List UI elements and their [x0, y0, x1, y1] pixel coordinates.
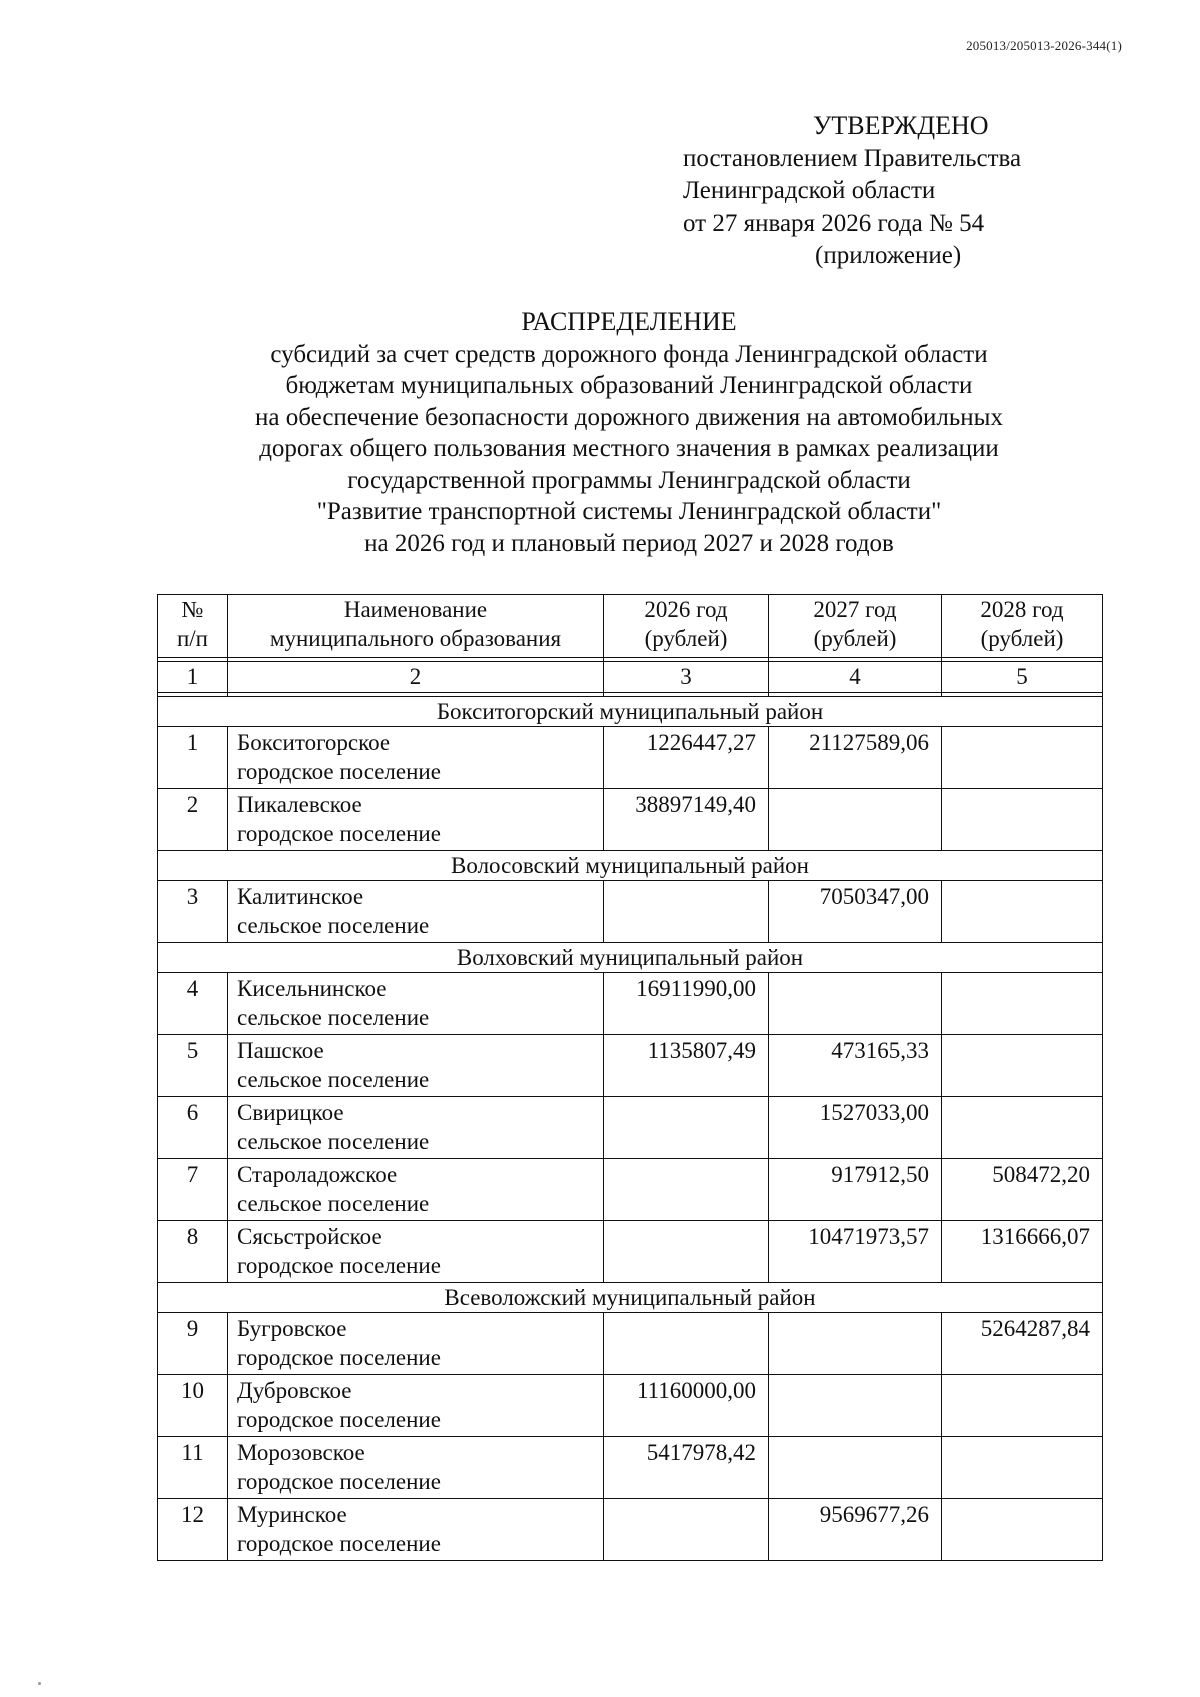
row-number: 9	[158, 1313, 228, 1375]
table-row	[158, 973, 1103, 1035]
municipality-name: Бокситогорское	[237, 730, 391, 755]
page-title: РАСПРЕДЕЛЕНИЕ	[521, 307, 737, 336]
amount-2027: 9569677,26	[769, 1499, 942, 1561]
table-row	[158, 1375, 1103, 1437]
column-index-row	[158, 662, 1103, 693]
row-number: 6	[158, 1097, 228, 1159]
approval-appendix: (приложение)	[815, 242, 962, 269]
row-number: 4	[158, 973, 228, 1035]
district-name: Бокситогорский муниципальный район	[158, 697, 1103, 727]
amount-2028: 1316666,07	[942, 1221, 1103, 1283]
amount-2028	[942, 1375, 1103, 1437]
municipality-cell	[228, 1159, 604, 1221]
municipality-cell	[228, 1375, 604, 1437]
heading-line: на обеспечение безопасности дорожного движения на автомобильных	[255, 403, 1003, 431]
table-row	[158, 881, 1103, 943]
row-number: 3	[158, 881, 228, 943]
amount-2027	[769, 1437, 942, 1499]
municipality-name: Муринское	[237, 1502, 347, 1527]
table-row	[158, 1437, 1103, 1499]
district-row	[158, 851, 1103, 881]
amount-2027: 1527033,00	[769, 1097, 942, 1159]
municipality-name: Сясьстройское	[237, 1224, 382, 1249]
header-2028-line2: (рублей)	[980, 626, 1064, 651]
amount-2026	[604, 881, 769, 943]
amount-2027: 21127589,06	[769, 727, 942, 789]
municipality-cell	[228, 727, 604, 789]
municipality-cell	[228, 881, 604, 943]
table-row	[158, 1159, 1103, 1221]
row-number: 11	[158, 1437, 228, 1499]
amount-2026: 11160000,00	[604, 1375, 769, 1437]
municipality-cell	[228, 1437, 604, 1499]
approval-title: УТВЕРЖДЕНО	[813, 111, 989, 140]
amount-2026: 1135807,49	[604, 1035, 769, 1097]
amount-2027: 917912,50	[769, 1159, 942, 1221]
document-id: 205013/205013-2026-344(1)	[966, 38, 1122, 53]
amount-2028	[942, 789, 1103, 851]
approval-block	[683, 110, 1123, 273]
municipality-type: сельское поселение	[237, 1005, 430, 1030]
municipality-cell	[228, 1097, 604, 1159]
amount-2026	[604, 1313, 769, 1375]
row-number: 2	[158, 789, 228, 851]
amount-2028	[942, 727, 1103, 789]
amount-2026	[604, 1499, 769, 1561]
table-header-row	[158, 595, 1103, 658]
amount-2028	[942, 1437, 1103, 1499]
municipality-type: городское поселение	[237, 759, 441, 784]
municipality-name: Калитинское	[237, 884, 364, 909]
municipality-cell	[228, 973, 604, 1035]
heading-line: "Развитие транспортной системы Ленинградской области"	[316, 498, 942, 525]
table-row	[158, 1499, 1103, 1561]
header-2026-line2: (рублей)	[644, 626, 728, 651]
municipality-name: Свирицкое	[237, 1100, 344, 1125]
table-row	[158, 1221, 1103, 1283]
header-2026	[604, 595, 769, 658]
municipality-type: городское поселение	[237, 1469, 441, 1494]
table-row	[158, 789, 1103, 851]
amount-2028	[942, 973, 1103, 1035]
table-row	[158, 1035, 1103, 1097]
header-2027	[769, 595, 942, 658]
municipality-name: Пикалевское	[237, 792, 362, 817]
header-name-line1: Наименование	[343, 597, 488, 622]
municipality-name: Староладожское	[237, 1162, 398, 1187]
approval-line: от 27 января 2026 года № 54	[683, 209, 985, 237]
municipality-name: Дубровское	[237, 1378, 352, 1403]
municipality-cell	[228, 1221, 604, 1283]
municipality-type: сельское поселение	[237, 1067, 430, 1092]
amount-2027: 10471973,57	[769, 1221, 942, 1283]
municipality-type: городское поселение	[237, 1345, 441, 1370]
heading-line: бюджетам муниципальных образований Ленинградской области	[285, 372, 973, 399]
table-row	[158, 1313, 1103, 1375]
municipality-cell	[228, 789, 604, 851]
municipality-type: сельское поселение	[237, 1191, 430, 1216]
amount-2028	[942, 881, 1103, 943]
column-index: 4	[769, 662, 942, 693]
heading-line: субсидий за счет средств дорожного фонда Ленинградской области	[270, 340, 988, 368]
row-number: 7	[158, 1159, 228, 1221]
amount-2026: 1226447,27	[604, 727, 769, 789]
municipality-name: Пашское	[237, 1038, 324, 1063]
table-row	[158, 1097, 1103, 1159]
heading-line: государственной программы Ленинградской области	[347, 466, 911, 494]
amount-2026	[604, 1221, 769, 1283]
municipality-type: городское поселение	[237, 821, 441, 846]
row-number: 8	[158, 1221, 228, 1283]
municipality-cell	[228, 1499, 604, 1561]
municipality-name: Морозовское	[237, 1440, 365, 1465]
header-name	[228, 595, 604, 658]
amount-2027	[769, 973, 942, 1035]
approval-line: постановлением Правительства	[683, 144, 1022, 172]
municipality-type: сельское поселение	[237, 913, 430, 938]
amount-2027	[769, 1375, 942, 1437]
row-number: 1	[158, 727, 228, 789]
amount-2028	[942, 1097, 1103, 1159]
amount-2026	[604, 1159, 769, 1221]
municipality-type: сельское поселение	[237, 1129, 430, 1154]
amount-2027: 473165,33	[769, 1035, 942, 1097]
table-row	[158, 727, 1103, 789]
municipality-type: городское поселение	[237, 1531, 441, 1556]
municipality-name: Бугровское	[237, 1316, 347, 1341]
municipality-cell	[228, 1035, 604, 1097]
header-num-line1: №	[181, 597, 204, 622]
header-num-line2: п/п	[176, 626, 208, 651]
municipality-type: городское поселение	[237, 1253, 441, 1278]
amount-2028: 5264287,84	[942, 1313, 1103, 1375]
header-2028-line1: 2028 год	[980, 597, 1064, 622]
amount-2026: 5417978,42	[604, 1437, 769, 1499]
district-row	[158, 943, 1103, 973]
heading-line: дорогах общего пользования местного значения в рамках реализации	[259, 435, 999, 462]
header-2027-line2: (рублей)	[813, 626, 897, 651]
amount-2027	[769, 1313, 942, 1375]
municipality-cell	[228, 1313, 604, 1375]
column-index: 3	[604, 662, 769, 693]
amount-2027	[769, 789, 942, 851]
amount-2028	[942, 1499, 1103, 1561]
municipality-type: городское поселение	[237, 1407, 441, 1432]
district-name: Волховский муниципальный район	[158, 943, 1103, 973]
amount-2026: 16911990,00	[604, 973, 769, 1035]
approval-line: Ленинградской области	[683, 177, 936, 204]
column-index: 2	[228, 662, 604, 693]
amount-2026	[604, 1097, 769, 1159]
scan-speck	[38, 1682, 41, 1685]
municipality-name: Кисельнинское	[237, 976, 387, 1001]
amount-2027: 7050347,00	[769, 881, 942, 943]
header-2027-line1: 2027 год	[813, 597, 897, 622]
subsidy-table	[157, 594, 1103, 1561]
amount-2028: 508472,20	[942, 1159, 1103, 1221]
amount-2028	[942, 1035, 1103, 1097]
heading-line: на 2026 год и плановый период 2027 и 2028 годов	[364, 529, 894, 557]
district-name: Волосовский муниципальный район	[158, 851, 1103, 881]
amount-2026: 38897149,40	[604, 789, 769, 851]
header-num	[158, 595, 228, 658]
header-2028	[942, 595, 1103, 658]
district-row	[158, 697, 1103, 727]
header-name-line2: муниципального образования	[269, 626, 562, 651]
column-index: 1	[158, 662, 228, 693]
header-2026-line1: 2026 год	[644, 597, 728, 622]
district-name: Всеволожский муниципальный район	[158, 1283, 1103, 1313]
row-number: 5	[158, 1035, 228, 1097]
row-number: 12	[158, 1499, 228, 1561]
district-row	[158, 1283, 1103, 1313]
document-heading	[0, 306, 1200, 559]
column-index: 5	[942, 662, 1103, 693]
row-number: 10	[158, 1375, 228, 1437]
